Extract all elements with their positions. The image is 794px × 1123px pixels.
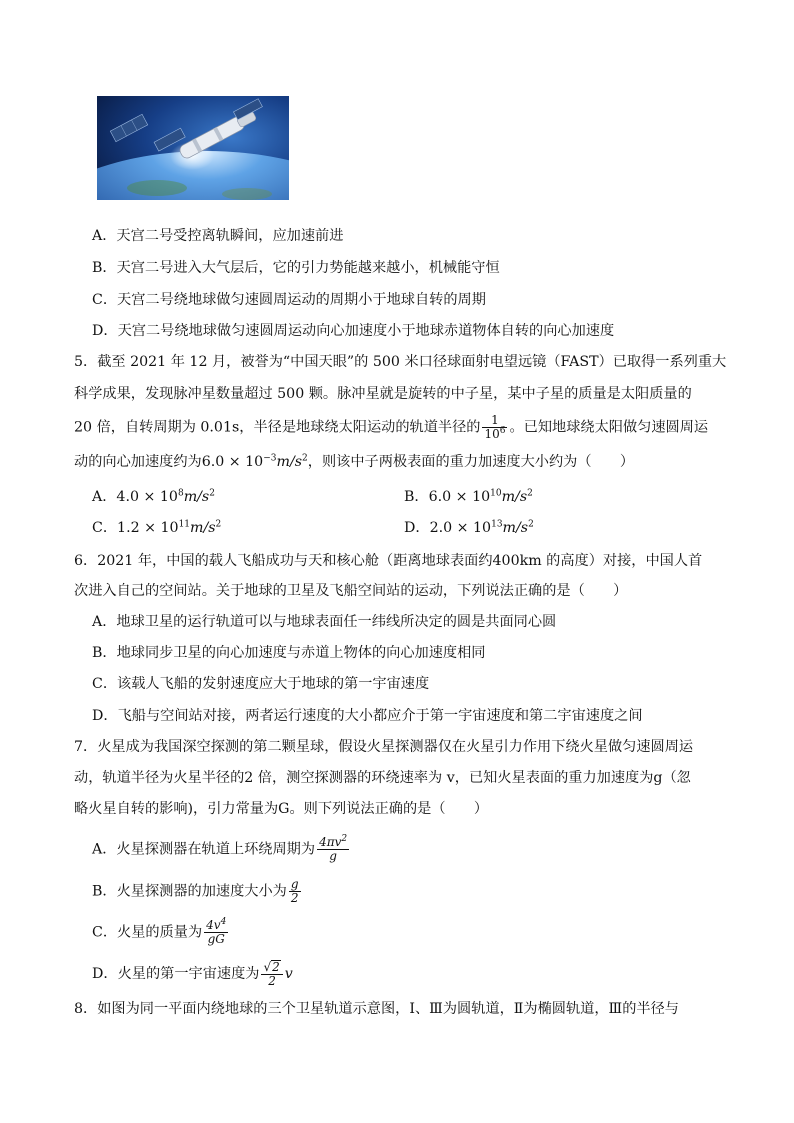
q7-stem-line-1: 7．火星成为我国深空探测的第二颗星球，假设火星探测器仅在火星引力作用下绕火星做匀速圆周运 (74, 739, 694, 755)
q7-option-d-text: D．火星的第一宇宙速度为 (92, 966, 260, 982)
q6-option-c: C．该载人飞船的发射速度应大于地球的第一宇宙速度 (92, 676, 430, 692)
q7-a-numerator (317, 836, 349, 850)
q7-d-numerator: √2 (261, 960, 282, 975)
q7-c-denominator: gG (207, 932, 225, 946)
q5-fraction-den-base: 10 (484, 427, 500, 441)
q7-option-c-formula (204, 919, 228, 946)
q6-stem-line-2: 次进入自己的空间站。关于地球的卫星及飞船空间站的运动，下列说法正确的是（ ） (74, 583, 628, 599)
q5-stem-line-3 (74, 414, 708, 441)
q7-option-a-text: A．火星探测器在轨道上环绕周期为 (92, 841, 316, 858)
q5-line-3-text-b: 。已知地球绕太阳做匀速圆周运 (509, 419, 709, 436)
q5-option-a-value: A．4.0 × 10 (92, 489, 178, 505)
q5-option-d (404, 518, 534, 538)
q5-line-4-text: ，则该中子两极表面的重力加速度大小约为（ ） (307, 454, 635, 470)
q5-option-b (404, 487, 533, 507)
q5-radius-fraction (482, 414, 507, 441)
q5-option-d-value: D．2.0 × 10 (404, 520, 492, 536)
q7-a-denominator: g (329, 849, 337, 863)
q7-option-a-formula (317, 836, 349, 863)
q7-option-d-formula (261, 960, 282, 988)
q6-option-b: B．地球同步卫星的向心加速度与赤道上物体的向心加速度相同 (92, 645, 486, 661)
q4-option-b: B．天宫二号进入大气层后，它的引力势能越来越小，机械能守恒 (92, 260, 500, 276)
q5-option-a-unit-exp: 2 (209, 488, 215, 499)
space-station-photo (97, 96, 289, 200)
q5-option-b-value: B．6.0 × 10 (404, 489, 491, 505)
q5-option-a-exp: 8 (177, 488, 184, 499)
q5-option-c (92, 518, 221, 538)
q5-stem-line-2: 科学成果，发现脉冲星数量超过 500 颗。脉冲星就是旋转的中子星，某中子星的质量是太阳质量的 (74, 386, 692, 402)
q5-option-a-unit: m/s (183, 489, 210, 505)
q4-option-d: D．天宫二号绕地球做匀速圆周运动向心加速度小于地球赤道物体自转的向心加速度 (92, 323, 615, 339)
q5-option-d-unit: m/s (502, 520, 529, 536)
q5-accel-exp: −3 (263, 453, 277, 464)
q5-fraction-denominator (482, 428, 507, 441)
q7-option-c (92, 919, 230, 946)
q7-c-num-exp: 4 (220, 917, 227, 927)
q7-d-variable: v (284, 966, 293, 982)
q8-stem-line-1: 8．如图为同一平面内绕地球的三个卫星轨道示意图，Ⅰ、Ⅲ为圆轨道，Ⅱ为椭圆轨道，Ⅲ的半径与 (74, 1001, 679, 1017)
q5-option-c-unit-exp: 2 (215, 519, 222, 530)
q5-stem-line-1: 5．截至 2021 年 12 月，被誉为“中国天眼”的 500 米口径球面射电望远镜（FAST）已取得一系列重大 (74, 354, 727, 370)
q7-a-num-exp: 2 (341, 834, 348, 844)
q7-stem-line-3: 略火星自转的影响)，引力常量为G。则下列说法正确的是（ ） (74, 801, 489, 817)
q7-option-c-text: C．火星的质量为 (92, 924, 203, 941)
q7-stem-line-2: 动，轨道半径为火星半径的2 倍，测空探测器的环绕速率为 v，已知火星表面的重力加速度为g（忽 (74, 770, 691, 786)
q7-option-b-formula (289, 878, 301, 905)
q7-b-denominator: 2 (290, 891, 299, 905)
q5-accel-unit-exp: 2 (302, 453, 308, 464)
q5-option-a (92, 487, 215, 507)
q6-stem-line-1: 6．2021 年，中国的载人飞船成功与天和核心舱（距离地球表面约400km 的高度）对接，中国人首 (74, 553, 703, 569)
q7-b-numerator: g (290, 877, 299, 891)
q5-option-c-unit: m/s (190, 520, 216, 536)
q5-option-d-unit-exp: 2 (528, 519, 534, 530)
q6-option-a: A．地球卫星的运行轨道可以与地球表面任一纬线所决定的圆是共面同心圆 (92, 614, 557, 630)
q7-a-num-base: 4πv (319, 835, 342, 849)
q7-option-a (92, 836, 351, 863)
q5-option-c-value: C．1.2 × 10 (92, 520, 179, 536)
q5-option-c-exp: 11 (178, 519, 191, 530)
q7-option-b-text: B．火星探测器的加速度大小为 (92, 883, 287, 900)
space-station-image (97, 96, 289, 200)
q5-fraction-numerator: 1 (482, 414, 507, 428)
q7-c-numerator (204, 919, 228, 933)
q5-accel-value: 动的向心加速度约为6.0 × 10 (74, 454, 264, 470)
q7-c-num-base: 4v (206, 918, 221, 932)
q5-accel-unit: m/s (276, 454, 303, 470)
q5-option-b-exp: 10 (490, 488, 502, 499)
q5-stem-line-4 (74, 452, 634, 472)
q5-line-3-text-a: 20 倍，自转周期为 0.01s，半径是地球绕太阳运动的轨道半径的 (74, 419, 481, 436)
q5-option-b-unit-exp: 2 (527, 488, 533, 499)
q4-option-c: C．天宫二号绕地球做匀速圆周运动的周期小于地球自转的周期 (92, 292, 486, 308)
q4-option-a: A．天宫二号受控离轨瞬间，应加速前进 (92, 228, 344, 244)
q7-option-d (92, 960, 293, 988)
q7-option-b (92, 878, 303, 905)
q7-d-denominator: 2 (268, 974, 276, 988)
q6-option-d: D．飞船与空间站对接，两者运行速度的大小都应介于第一宇宙速度和第二宇宙速度之间 (92, 708, 643, 724)
q7-d-sqrt-value: 2 (272, 960, 280, 974)
q5-option-d-exp: 13 (491, 519, 503, 530)
q5-option-b-unit: m/s (501, 489, 528, 505)
q5-fraction-den-exp: 6 (499, 426, 506, 436)
